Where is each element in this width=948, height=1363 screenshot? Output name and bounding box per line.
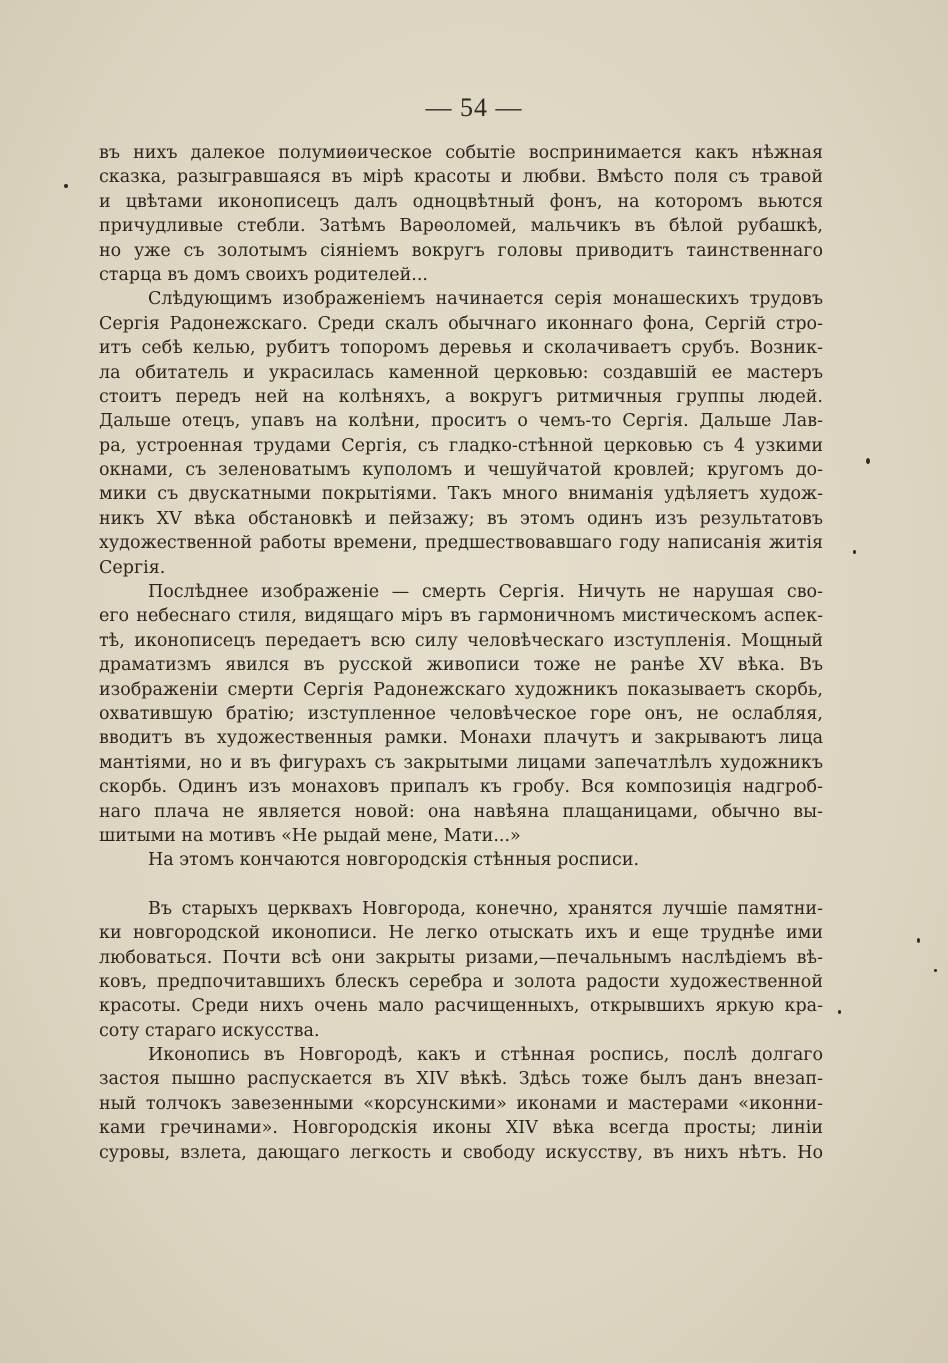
text-line: суровы, взлета, дающаго легкость и свободу искусству, въ нихъ нѣтъ. Но bbox=[99, 1142, 823, 1163]
text-line: наго плача не является новой: она навѣяна плащаницами, обычно вы- bbox=[99, 801, 823, 822]
text-line: Дальше отецъ, упавъ на колѣни, проситъ о чемъ-то Сергія. Дальше Лав- bbox=[99, 411, 823, 432]
text-line: Слѣдующимъ изображеніемъ начинается серія монашескихъ трудовъ bbox=[148, 289, 823, 310]
text-line: застоя пышно распускается въ XIV вѣкѣ. Здѣсь тоже былъ данъ внезап- bbox=[99, 1069, 823, 1090]
paragraph bbox=[99, 580, 823, 848]
text-line: красоты. Среди нихъ очень мало расчищенныхъ, открывшихъ яркую кра- bbox=[99, 996, 823, 1017]
text-line: мантіями, но и въ фигурахъ съ закрытыми лицами запечатлѣлъ художникъ bbox=[99, 752, 823, 773]
text-line: драматизмъ явился въ русской живописи тоже не ранѣе XV вѣка. Въ bbox=[99, 655, 823, 676]
paragraph bbox=[99, 848, 823, 872]
paragraph bbox=[99, 141, 823, 287]
text-line: Сергія Радонежскаго. Среди скалъ обычнаго иконнаго фона, Сергій стро- bbox=[99, 313, 823, 334]
scan-speck bbox=[934, 969, 937, 972]
text-line: ный толчокъ завезенными «корсунскими» иконами и мастерами «иконни- bbox=[99, 1093, 823, 1114]
text-line: въ нихъ далекое полумиѳическое событіе воспринимается какъ нѣжная bbox=[99, 143, 823, 163]
text-line: ла обитатель и украсилась каменной церковью: создавшій ее мастеръ bbox=[99, 362, 823, 383]
text-line: художественной работы времени, предшествовавшаго году написанія житія bbox=[99, 533, 823, 554]
text-line: итъ себѣ келью, рубитъ топоромъ деревья и сколачиваетъ срубъ. Возник- bbox=[99, 338, 823, 359]
paragraph bbox=[99, 287, 823, 580]
scan-speck bbox=[853, 550, 856, 554]
scan-speck bbox=[64, 184, 68, 188]
paragraph bbox=[99, 1043, 823, 1165]
text-line: Послѣднее изображеніе — смерть Сергія. Ничуть не нарушая сво- bbox=[148, 582, 823, 603]
text-line: ками гречинами». Новгородскія иконы XIV вѣка всегда просты; линіи bbox=[99, 1118, 823, 1139]
text-line: и цвѣтами иконописецъ далъ одноцвѣтный фонъ, на которомъ вьются bbox=[99, 191, 823, 212]
text-line: стоитъ передъ ней на колѣняхъ, а вокругъ ритмичныя группы людей. bbox=[99, 386, 823, 407]
scan-speck bbox=[838, 1010, 841, 1014]
text-line: охватившую братію; изступленное человѣческое горе онъ, не ослабляя, bbox=[99, 703, 823, 724]
scan-speck bbox=[866, 458, 870, 464]
text-line: сказка, разыгравшаяся въ мірѣ красоты и любви. Вмѣсто поля съ травой bbox=[99, 167, 823, 188]
text-line: никъ XV вѣка обстановкѣ и пейзажу; въ этомъ одинъ изъ результатовъ bbox=[99, 508, 823, 529]
page-number: — 54 — bbox=[425, 93, 523, 122]
text-line: Сергія. bbox=[99, 557, 166, 578]
text-line: ра, устроенная трудами Сергія, съ гладко-стѣнной церковью съ 4 узкими bbox=[99, 435, 823, 456]
text-line: но уже съ золотымъ сіяніемъ вокругъ головы приводитъ таинственнаго bbox=[99, 240, 823, 261]
text-line: тѣ, иконописецъ передаетъ всю силу человѣческаго изступленія. Мощный bbox=[99, 630, 823, 651]
text-line: мики съ двускатными покрытіями. Такъ много вниманія удѣляетъ худож- bbox=[99, 484, 823, 505]
text-line: окнами, съ зеленоватымъ куполомъ и чешуйчатой кровлей; кругомъ до- bbox=[99, 460, 823, 481]
text-line: На этомъ кончаются новгородскія стѣнныя росписи. bbox=[148, 850, 640, 871]
text-line: ковъ, предпочитавшихъ блескъ серебра и золота радости художественной bbox=[99, 971, 823, 992]
text-line: шитыми на мотивъ «Не рыдай мене, Мати...» bbox=[99, 825, 521, 846]
text-line: соту стараго искусства. bbox=[99, 1020, 320, 1041]
text-line: Въ старыхъ церквахъ Новгорода, конечно, хранятся лучшіе памятни- bbox=[148, 898, 823, 919]
scan-speck bbox=[917, 938, 920, 943]
text-line: изображеніи смерти Сергія Радонежскаго художникъ показываетъ скорбь, bbox=[99, 679, 823, 700]
text-line: Иконопись въ Новгородѣ, какъ и стѣнная роспись, послѣ долгаго bbox=[148, 1045, 823, 1066]
text-line: его небеснаго стиля, видящаго міръ въ гармоничномъ мистическомъ аспек- bbox=[99, 606, 823, 627]
text-line: вводитъ въ художественныя рамки. Монахи плачутъ и закрываютъ лица bbox=[99, 728, 823, 749]
text-line: любоваться. Почти всѣ они закрыты ризами,—печальнымъ наслѣдіемъ вѣ- bbox=[99, 947, 823, 968]
paragraph-gap bbox=[99, 873, 823, 897]
text-line: скорбь. Одинъ изъ монаховъ припалъ къ гробу. Вся композиція надгроб- bbox=[99, 777, 823, 798]
text-body bbox=[99, 141, 823, 1165]
text-line: старца въ домъ своихъ родителей... bbox=[99, 264, 428, 285]
text-line: причудливые стебли. Затѣмъ Варѳоломей, мальчикъ въ бѣлой рубашкѣ, bbox=[99, 216, 823, 237]
text-line: ки новгородской иконописи. Не легко отыскать ихъ и еще труднѣе ими bbox=[99, 923, 823, 944]
paragraph bbox=[99, 897, 823, 1043]
